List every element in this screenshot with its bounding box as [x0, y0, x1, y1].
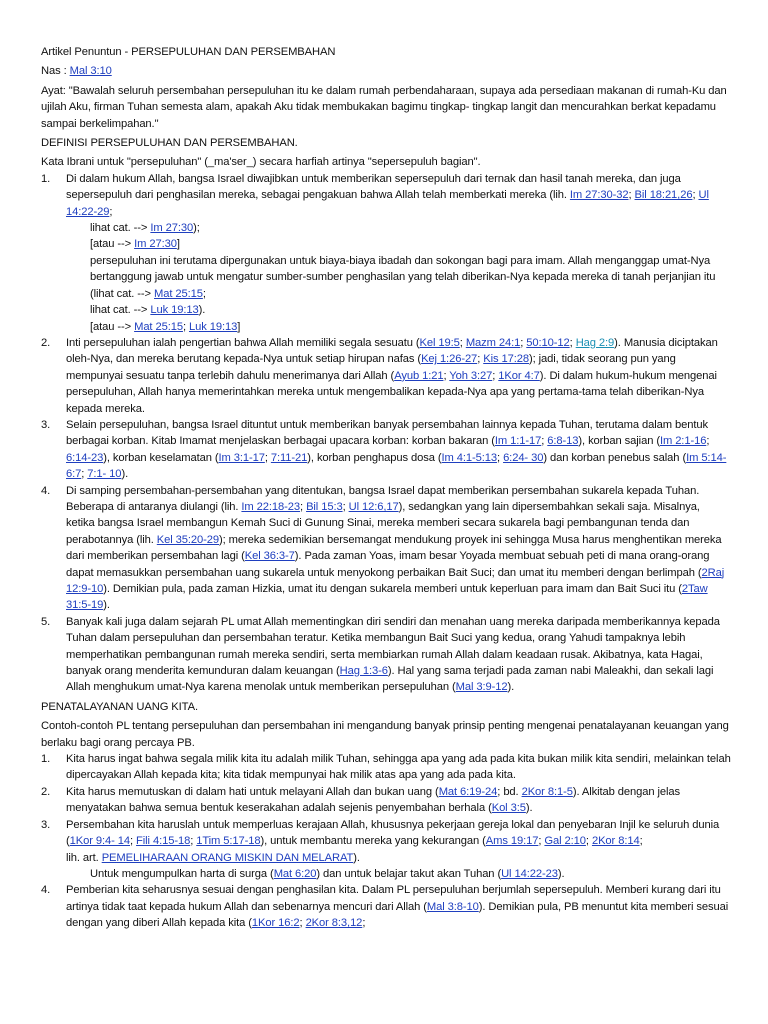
scripture-link[interactable]: Im 5:14-6:7: [66, 451, 727, 481]
scripture-link[interactable]: Im 27:30: [134, 238, 177, 251]
text-run: PENATALAYANAN UANG KITA.: [41, 700, 198, 713]
nas-line: [41, 63, 731, 79]
scripture-link[interactable]: Hag 1:3-6: [339, 665, 388, 678]
numbered-item-5: [41, 614, 731, 696]
scripture-link[interactable]: 6:24- 30: [503, 451, 544, 464]
item-number: 3.: [41, 818, 51, 831]
text-run: ; bd.: [497, 785, 522, 798]
text-run: Pemberian kita seharusnya sesuai dengan penghasilan kita. Dalam PL persepuluhan berjumlah sepersepuluh. Memberi kurang dari itu artinya tidak taat kepada hukum Allah dan sebenarnya mencuri dari Allah (: [66, 884, 721, 913]
scripture-link[interactable]: 2Kor 8:14: [591, 835, 640, 848]
text-run: ;: [202, 287, 206, 300]
text-run: ).: [557, 867, 565, 880]
text-run: DEFINISI PERSEPULUHAN DAN PERSEMBAHAN.: [41, 137, 298, 150]
text-run: ).: [507, 681, 515, 694]
text-run: lihat cat. -->: [90, 304, 151, 317]
scripture-link[interactable]: Kel 19:5: [419, 336, 460, 349]
sub-line-8: [41, 866, 731, 882]
text-run: ). Demikian pula, PB menuntut kita memberi sesuai dengan yang diberi Allah kepada kita (: [66, 900, 729, 930]
scripture-link[interactable]: Ul 14:22-23: [501, 867, 558, 880]
text-run: persepuluhan ini terutama dipergunakan untuk biaya-biaya ibadah dan sokongan bagi para imam. Allah menganggap umat-Nya bertanggung jawab untuk mengatur sumber-sumber penghasilan yang telah diberikan-Nya kepada mereka di tanah perjanjian itu: [90, 254, 716, 284]
scripture-link[interactable]: 1Tim 5:17-18: [196, 835, 261, 848]
scripture-link[interactable]: Im 1:1-17: [494, 435, 542, 448]
text-run: Persembahan kita haruslah untuk memperluas kerajaan Allah, khususnya pekerjaan gereja lokal dan penyebaran Injil ke seluruh dunia (: [66, 818, 720, 848]
ayat-paragraph: [41, 83, 731, 132]
scripture-link[interactable]: Mal 3:9-12: [455, 681, 508, 694]
scripture-link[interactable]: Mat 6:19-24: [438, 785, 498, 798]
text-run: ;: [190, 835, 197, 848]
text-run: ), korban keselamatan (: [103, 451, 219, 464]
text-run: ).: [525, 802, 533, 815]
text-run: ;: [342, 500, 349, 513]
text-run: ;: [585, 835, 592, 848]
text-run: ) dan untuk belajar takut akan Tuhan (: [316, 867, 502, 880]
text-run: ), korban sajian (: [578, 435, 660, 448]
scripture-link[interactable]: Kis 17:28: [483, 353, 529, 366]
intro-paragraph: [41, 154, 731, 170]
text-run: lihat cat. -->: [90, 222, 151, 235]
text-run: ;: [706, 435, 710, 448]
text-run: Contoh-contoh PL tentang persepuluhan dan persembahan ini mengandung banyak prinsip penting mengenai penatalayanan keuangan yang berlaku bagi orang percaya PB.: [41, 720, 729, 749]
scripture-link[interactable]: Mal 3:10: [69, 65, 112, 78]
text-run: ;: [109, 205, 113, 218]
scripture-link[interactable]: Im 3:1-17: [218, 451, 265, 464]
heading-penatalayanan: [41, 699, 731, 715]
text-run: Artikel Penuntun - PERSEPULUHAN DAN PERSEMBAHAN: [41, 46, 336, 58]
numbered-item-6: [41, 751, 731, 784]
text-run: Kita harus memutuskan di dalam hati untuk melayani Allah dan bukan uang (: [66, 785, 439, 798]
scripture-link[interactable]: Mazm 24:1: [465, 336, 521, 349]
text-run: ]: [237, 320, 241, 333]
text-run: ;: [130, 835, 137, 848]
text-run: ).: [121, 468, 129, 481]
sub-line-2: [41, 236, 731, 252]
numbered-item-2: [41, 335, 731, 417]
text-run: ), korban penghapus dosa (: [307, 451, 442, 464]
scripture-link[interactable]: PEMELIHARAAN ORANG MISKIN DAN MELARAT: [101, 851, 354, 864]
text-run: ). Manusia diciptakan oleh-Nya, dan mereka berutang kepada-Nya untuk setiap hirupan nafas (: [66, 336, 718, 366]
scripture-link[interactable]: 2Raj 12:9-10: [66, 566, 725, 595]
scripture-link[interactable]: 1Kor 4:7: [498, 369, 540, 382]
text-run: ;: [362, 917, 366, 930]
scripture-link[interactable]: Kej 1:26-27: [421, 353, 478, 366]
text-run: Ayat: "Bawalah seluruh persembahan persepuluhan itu ke dalam rumah perbendaharaan, supaya ada persediaan makanan di rumah-Ku dan ujilah Aku, firman Tuhan semesta alam, apakah Aku tidak membukakan bagimu tingkap- tingkap langit dan mencurahkan berkat kepadamu sampai berkelimpahan.": [41, 84, 727, 130]
text-run: [atau -->: [90, 320, 135, 333]
scripture-link[interactable]: 1Kor 9:4- 14: [69, 835, 131, 848]
text-run: ). Hal yang sama terjadi pada zaman nabi Maleakhi, dan sekali lagi Allah menghukum umat-Nya karena menolak untuk memberikan persepuluhan (: [66, 665, 714, 694]
scripture-link[interactable]: Mat 6:20: [273, 867, 317, 880]
scripture-link[interactable]: 50:10-12: [526, 336, 570, 349]
text-run: ;: [182, 320, 189, 333]
item-number: 5.: [41, 615, 51, 628]
scripture-link[interactable]: Im 4:1-5:13: [441, 451, 498, 464]
text-run: [atau -->: [90, 238, 135, 251]
text-run: ;: [299, 917, 306, 930]
scripture-link[interactable]: Mal 3:8-10: [426, 900, 479, 913]
article-title: [41, 44, 731, 60]
text-run: Kata Ibrani untuk "persepuluhan" (_ma'ser_) secara harfiah artinya "sepersepuluh bagian".: [41, 156, 481, 169]
scripture-link[interactable]: Ul 14:22-29: [66, 189, 709, 218]
item-number: 1.: [41, 172, 51, 185]
text-run: ). Di dalam hukum-hukum mengenai persepuluhan, Allah hanya memerintahkan mereka untuk mengembalikan kepada-Nya apa yang pertama-tama telah diberikan-Nya kepada mereka.: [66, 369, 717, 415]
scripture-link[interactable]: 2Taw 31:5-19: [66, 583, 708, 612]
scripture-link[interactable]: Fili 4:15-18: [136, 835, 191, 848]
item-number: 2.: [41, 785, 51, 798]
scripture-link[interactable]: Im 27:30-32: [569, 189, 629, 202]
text-run: ) dan korban penebus salah (: [543, 451, 687, 464]
text-run: Nas :: [41, 65, 70, 78]
scripture-link[interactable]: Mat 25:15: [134, 320, 183, 333]
text-run: ;: [81, 468, 88, 481]
scripture-link[interactable]: Yoh 3:27: [449, 369, 493, 382]
text-run: Untuk mengumpulkan harta di surga (: [90, 867, 274, 880]
text-run: ).: [198, 304, 206, 317]
text-run: ;: [300, 500, 307, 513]
text-run: ;: [569, 336, 576, 349]
text-run: ). Alkitab dengan jelas menyatakan bahwa semua bentuk keserakahan adalah sejenis penyembahan berhala (: [66, 785, 680, 815]
text-run: ]: [176, 238, 180, 251]
item-number: 4.: [41, 884, 51, 897]
item-number: 4.: [41, 484, 51, 497]
scripture-link[interactable]: Mat 25:15: [154, 287, 203, 300]
heading-definisi: [41, 135, 731, 151]
text-run: ;: [628, 189, 635, 202]
scripture-link[interactable]: 6:14-23: [66, 451, 104, 464]
text-run: Di samping persembahan-persembahan yang ditentukan, bangsa Israel dapat memberikan persembahan sukarela kepada Tuhan. Beberapa di antaranya diulangi (lih.: [66, 484, 700, 513]
scripture-link[interactable]: 2Kor 8:3,12: [305, 917, 363, 930]
text-run: lih. art.: [66, 851, 102, 864]
text-run: Di dalam hukum Allah, bangsa Israel diwajibkan untuk memberikan sepersepuluh dari ternak dan hasil tanah mereka, dan juga sepersepuluh dari penghasilan mereka, sebagai pengakuan bahwa Allah telah memberkati mereka (lih.: [66, 172, 681, 202]
sub-line-1: [41, 220, 731, 236]
sub-line-5: [41, 302, 731, 318]
text-run: ;: [541, 435, 548, 448]
scripture-link[interactable]: Luk 19:13: [150, 304, 199, 317]
sub-line-6: [41, 319, 731, 335]
scripture-link[interactable]: 2Kor 8:1-5: [521, 785, 573, 798]
text-run: Kita harus ingat bahwa segala milik kita itu adalah milik Tuhan, sehingga apa yang ada pada kita bukan milik kita sendiri, melainkan telah dipercayakan Allah kepada kita; kita tidak mempunyai hak milik atas apa yang ada pada kita.: [66, 753, 731, 782]
sub-line-7: [41, 850, 731, 866]
text-run: ), sedangkan yang lain dipersembahkan sekali saja. Misalnya, ketika bangsa Israel membangun Kemah Suci di Gunung Sinai, mereka memberi secara sukarela bagi pembangunan tenda dan perabotannya (lih.: [66, 500, 700, 546]
article-body: [41, 44, 731, 932]
scripture-link[interactable]: Im 22:18-23: [241, 500, 301, 513]
numbered-item-8: [41, 817, 731, 850]
text-run: ;: [492, 369, 499, 382]
text-run: Inti persepuluhan ialah pengertian bahwa Allah memiliki segala sesuatu (: [66, 336, 420, 349]
scripture-link[interactable]: 1Kor 16:2: [251, 917, 300, 930]
text-run: );: [193, 222, 200, 235]
numbered-item-3: [41, 417, 731, 483]
scripture-link[interactable]: Bil 15:3: [306, 500, 343, 513]
scripture-link[interactable]: Gal 2:10: [544, 835, 586, 848]
text-run: ).: [103, 599, 110, 612]
text-run: ;: [264, 451, 271, 464]
text-run: ;: [459, 336, 466, 349]
scripture-link[interactable]: Ul 12:6,17: [348, 500, 399, 513]
sub-line-3: [41, 253, 731, 286]
item-number: 1.: [41, 753, 51, 766]
numbered-item-4: [41, 483, 731, 614]
scripture-link[interactable]: Im 27:30: [150, 222, 194, 235]
text-run: ;: [497, 451, 504, 464]
text-run: ;: [639, 835, 643, 848]
scripture-link[interactable]: 6:8-13: [547, 435, 579, 448]
scripture-link[interactable]: Bil 18:21,26: [634, 189, 693, 202]
scripture-link[interactable]: Ams 19:17: [485, 835, 539, 848]
numbered-item-7: [41, 784, 731, 817]
scripture-link[interactable]: 7:11-21: [270, 451, 308, 464]
text-run: ). Demikian pula, pada zaman Hizkia, umat itu dengan sukarela memberi untuk keperluan para imam dan Bait Suci itu (: [103, 583, 682, 595]
text-run: ;: [538, 835, 545, 848]
item-number: 2.: [41, 336, 51, 349]
text-run: ;: [443, 369, 450, 382]
numbered-item-1: [41, 171, 731, 220]
scripture-link[interactable]: Kel 36:3-7: [244, 550, 295, 563]
text-run: ); mereka sedemikian bersemangat mendukung proyek ini sehingga Musa harus menghentikan mereka dari memberikan persembahan lagi (: [66, 533, 722, 563]
text-run: (lihat cat. -->: [90, 287, 154, 300]
text-run: ;: [477, 353, 484, 366]
item-number: 3.: [41, 418, 51, 431]
scripture-link[interactable]: Kel 35:20-29: [156, 533, 220, 546]
scripture-link[interactable]: Kol 3:5: [491, 802, 526, 815]
scripture-link[interactable]: Luk 19:13: [188, 320, 238, 333]
text-run: Banyak kali juga dalam sejarah PL umat Allah mementingkan diri sendiri dan menahan uang mereka daripada memberikannya kepada Tuhan dalam persepuluhan dan persembahan teratur. Ketika membangun Bait Suci yang kedua, orang Yahudi tampaknya lebih memperhatikan pembangunan rumah mereka sendiri, serta membiarkan rumah Allah dalam keadaan rusak. Akibatnya, kata Hagai, banyak orang menderita kemunduran dalam keuangan (: [66, 615, 720, 678]
penatalayanan-intro: [41, 718, 731, 751]
sub-line-4: [41, 286, 731, 302]
text-run: ), untuk membantu mereka yang kekurangan (: [260, 835, 486, 848]
scripture-link[interactable]: 7:1- 10: [87, 468, 122, 481]
scripture-link[interactable]: Hag 2:9: [575, 336, 615, 349]
numbered-item-9: [41, 882, 731, 931]
scripture-link[interactable]: Ayub 1:21: [394, 369, 444, 382]
text-run: ); jadi, tidak seorang pun yang mempunyai sesuatu tanpa terlebih dahulu menerimanya dari Allah (: [66, 353, 676, 382]
scripture-link[interactable]: Im 2:1-16: [659, 435, 707, 448]
text-run: Selain persepuluhan, bangsa Israel dituntut untuk memberikan banyak persembahan lainnya kepada Tuhan, terutama dalam bentuk berbagai korban. Kitab Imamat menjelaskan berbagai upacara korban: korban bakaran (: [66, 418, 708, 448]
text-run: ;: [520, 336, 527, 349]
text-run: ). Pada zaman Yoas, imam besar Yoyada membuat sebuah peti di mana orang-orang dapat memasukkan persembahan uang sukarela untuk menyokong perbaikan Bait Suci; dan umat itu memberi dengan berlimpah (: [66, 550, 710, 579]
text-run: ;: [692, 189, 699, 202]
text-run: ).: [353, 851, 360, 864]
